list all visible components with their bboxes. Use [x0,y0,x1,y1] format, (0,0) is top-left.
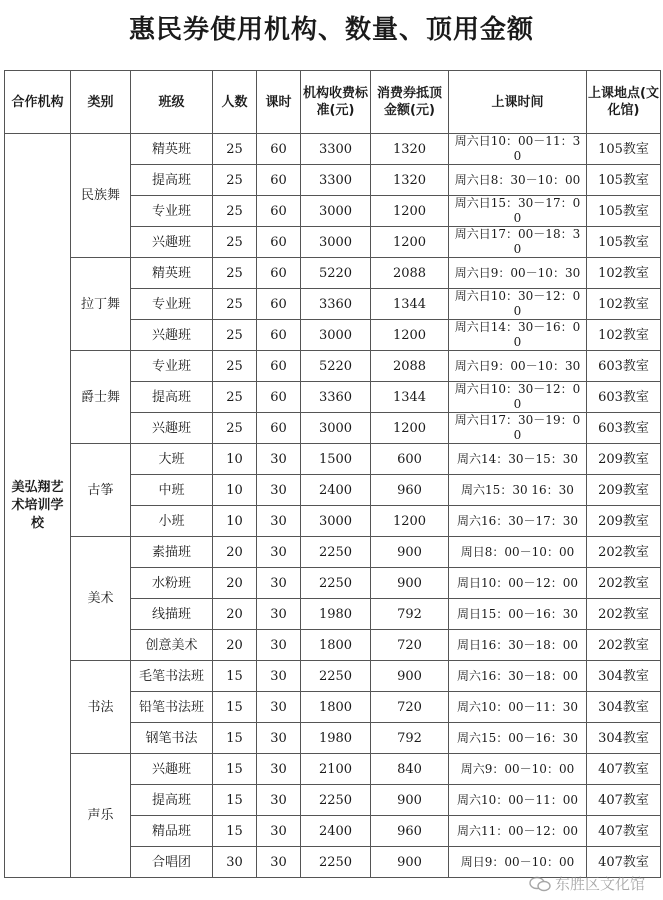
place-cell: 102教室 [587,289,661,320]
fee-cell: 3000 [301,196,371,227]
hours-cell: 30 [257,661,301,692]
class-name-cell: 专业班 [131,196,213,227]
column-header: 类别 [71,71,131,134]
voucher-cell: 900 [371,537,449,568]
hours-cell: 60 [257,258,301,289]
people-cell: 25 [213,196,257,227]
class-name-cell: 精英班 [131,258,213,289]
place-cell: 105教室 [587,196,661,227]
fee-cell: 3000 [301,320,371,351]
wechat-icon [529,876,551,892]
place-cell: 202教室 [587,568,661,599]
voucher-cell: 792 [371,723,449,754]
time-cell: 周六日9：00－10：30 [449,258,587,289]
people-cell: 20 [213,630,257,661]
fee-cell: 5220 [301,258,371,289]
voucher-cell: 720 [371,692,449,723]
people-cell: 25 [213,258,257,289]
hours-cell: 60 [257,165,301,196]
place-cell: 407教室 [587,754,661,785]
place-cell: 105教室 [587,165,661,196]
fee-cell: 2250 [301,785,371,816]
people-cell: 15 [213,661,257,692]
people-cell: 25 [213,227,257,258]
place-cell: 209教室 [587,475,661,506]
class-name-cell: 钢笔书法 [131,723,213,754]
class-name-cell: 兴趣班 [131,320,213,351]
category-cell: 书法 [71,661,131,754]
voucher-cell: 1344 [371,289,449,320]
hours-cell: 30 [257,847,301,878]
people-cell: 25 [213,382,257,413]
place-cell: 202教室 [587,537,661,568]
people-cell: 10 [213,444,257,475]
fee-cell: 3360 [301,289,371,320]
voucher-cell: 792 [371,599,449,630]
place-cell: 105教室 [587,134,661,165]
voucher-cell: 2088 [371,258,449,289]
fee-cell: 3000 [301,413,371,444]
voucher-table [4,70,661,878]
hours-cell: 30 [257,785,301,816]
header-row [5,71,661,134]
fee-cell: 3360 [301,382,371,413]
people-cell: 15 [213,692,257,723]
fee-cell: 2250 [301,661,371,692]
hours-cell: 60 [257,289,301,320]
hours-cell: 30 [257,506,301,537]
people-cell: 25 [213,165,257,196]
voucher-cell: 1200 [371,413,449,444]
voucher-cell: 1320 [371,134,449,165]
fee-cell: 2400 [301,475,371,506]
table-row [5,134,661,165]
hours-cell: 30 [257,630,301,661]
hours-cell: 30 [257,692,301,723]
voucher-cell: 720 [371,630,449,661]
hours-cell: 60 [257,196,301,227]
voucher-cell: 900 [371,847,449,878]
class-name-cell: 大班 [131,444,213,475]
category-cell: 拉丁舞 [71,258,131,351]
class-name-cell: 毛笔书法班 [131,661,213,692]
time-cell: 周六16：30－17：30 [449,506,587,537]
column-header: 上课地点(文化馆) [587,71,661,134]
fee-cell: 2400 [301,816,371,847]
class-name-cell: 兴趣班 [131,413,213,444]
column-header: 消费券抵顶金额(元) [371,71,449,134]
class-name-cell: 精品班 [131,816,213,847]
institution-cell: 美弘翔艺术培训学校 [5,134,71,878]
voucher-cell: 1344 [371,382,449,413]
place-cell: 102教室 [587,258,661,289]
place-cell: 105教室 [587,227,661,258]
people-cell: 15 [213,723,257,754]
time-cell: 周六15：30 16：30 [449,475,587,506]
time-cell: 周六14：30－15：30 [449,444,587,475]
people-cell: 10 [213,475,257,506]
hours-cell: 30 [257,723,301,754]
fee-cell: 1800 [301,692,371,723]
people-cell: 20 [213,599,257,630]
hours-cell: 30 [257,537,301,568]
hours-cell: 60 [257,320,301,351]
people-cell: 15 [213,785,257,816]
voucher-cell: 960 [371,816,449,847]
table-body [5,134,661,878]
table-row [5,351,661,382]
watermark-text: 东胜区文化馆 [554,875,645,893]
people-cell: 25 [213,320,257,351]
place-cell: 304教室 [587,723,661,754]
hours-cell: 30 [257,754,301,785]
watermark [529,873,645,894]
people-cell: 25 [213,413,257,444]
class-name-cell: 线描班 [131,599,213,630]
hours-cell: 60 [257,382,301,413]
time-cell: 周六日17：30－19：00 [449,413,587,444]
time-cell: 周六日8：30－10：00 [449,165,587,196]
class-name-cell: 提高班 [131,165,213,196]
voucher-cell: 900 [371,785,449,816]
voucher-cell: 840 [371,754,449,785]
column-header: 上课时间 [449,71,587,134]
hours-cell: 30 [257,816,301,847]
hours-cell: 30 [257,568,301,599]
place-cell: 407教室 [587,785,661,816]
people-cell: 20 [213,568,257,599]
category-cell: 声乐 [71,754,131,878]
hours-cell: 30 [257,475,301,506]
class-name-cell: 提高班 [131,382,213,413]
fee-cell: 2100 [301,754,371,785]
people-cell: 15 [213,816,257,847]
time-cell: 周六9：00－10：00 [449,754,587,785]
voucher-cell: 2088 [371,351,449,382]
fee-cell: 1980 [301,599,371,630]
time-cell: 周六10：00－11：00 [449,785,587,816]
place-cell: 209教室 [587,444,661,475]
people-cell: 20 [213,537,257,568]
hours-cell: 60 [257,227,301,258]
table-row [5,661,661,692]
time-cell: 周六日14：30－16：00 [449,320,587,351]
place-cell: 209教室 [587,506,661,537]
people-cell: 25 [213,351,257,382]
voucher-cell: 1200 [371,320,449,351]
people-cell: 30 [213,847,257,878]
class-name-cell: 专业班 [131,351,213,382]
place-cell: 603教室 [587,351,661,382]
voucher-cell: 960 [371,475,449,506]
time-cell: 周日15：00－16：30 [449,599,587,630]
time-cell: 周六日9：00－10：30 [449,351,587,382]
time-cell: 周日9：00－10：00 [449,847,587,878]
voucher-cell: 900 [371,568,449,599]
table-row [5,258,661,289]
fee-cell: 5220 [301,351,371,382]
class-name-cell: 铅笔书法班 [131,692,213,723]
class-name-cell: 提高班 [131,785,213,816]
voucher-cell: 900 [371,661,449,692]
place-cell: 202教室 [587,599,661,630]
time-cell: 周六16：30－18：00 [449,661,587,692]
class-name-cell: 小班 [131,506,213,537]
class-name-cell: 创意美术 [131,630,213,661]
column-header: 课时 [257,71,301,134]
fee-cell: 2250 [301,537,371,568]
table-row [5,754,661,785]
class-name-cell: 兴趣班 [131,227,213,258]
category-cell: 民族舞 [71,134,131,258]
column-header: 班级 [131,71,213,134]
time-cell: 周六11：00－12：00 [449,816,587,847]
people-cell: 15 [213,754,257,785]
place-cell: 603教室 [587,382,661,413]
table-header [5,71,661,134]
class-name-cell: 中班 [131,475,213,506]
voucher-cell: 1320 [371,165,449,196]
column-header: 机构收费标准(元) [301,71,371,134]
fee-cell: 3300 [301,134,371,165]
place-cell: 304教室 [587,692,661,723]
voucher-cell: 1200 [371,506,449,537]
page-title: 惠民券使用机构、数量、顶用金额 [128,15,534,45]
fee-cell: 1800 [301,630,371,661]
column-header: 人数 [213,71,257,134]
place-cell: 407教室 [587,816,661,847]
fee-cell: 3300 [301,165,371,196]
fee-cell: 1500 [301,444,371,475]
place-cell: 202教室 [587,630,661,661]
hours-cell: 30 [257,444,301,475]
class-name-cell: 专业班 [131,289,213,320]
hours-cell: 60 [257,134,301,165]
people-cell: 25 [213,134,257,165]
category-cell: 古筝 [71,444,131,537]
class-name-cell: 兴趣班 [131,754,213,785]
time-cell: 周日16：30－18：00 [449,630,587,661]
voucher-cell: 1200 [371,227,449,258]
column-header: 合作机构 [5,71,71,134]
hours-cell: 30 [257,599,301,630]
time-cell: 周六日10：00－11：30 [449,134,587,165]
fee-cell: 3000 [301,506,371,537]
voucher-cell: 1200 [371,196,449,227]
hours-cell: 60 [257,413,301,444]
time-cell: 周六日17：00－18：30 [449,227,587,258]
people-cell: 25 [213,289,257,320]
fee-cell: 2250 [301,847,371,878]
voucher-cell: 600 [371,444,449,475]
place-cell: 603教室 [587,413,661,444]
class-name-cell: 素描班 [131,537,213,568]
place-cell: 304教室 [587,661,661,692]
place-cell: 102教室 [587,320,661,351]
table-row [5,537,661,568]
time-cell: 周日10：00－12：00 [449,568,587,599]
class-name-cell: 合唱团 [131,847,213,878]
table-row [5,444,661,475]
time-cell: 周六10：00－11：30 [449,692,587,723]
category-cell: 美术 [71,537,131,661]
place-cell: 407教室 [587,847,661,878]
fee-cell: 1980 [301,723,371,754]
time-cell: 周六日10：30－12：00 [449,382,587,413]
time-cell: 周六日15：30－17：00 [449,196,587,227]
fee-cell: 2250 [301,568,371,599]
time-cell: 周六15：00－16：30 [449,723,587,754]
class-name-cell: 水粉班 [131,568,213,599]
time-cell: 周六日10：30－12：00 [449,289,587,320]
people-cell: 10 [213,506,257,537]
category-cell: 爵士舞 [71,351,131,444]
class-name-cell: 精英班 [131,134,213,165]
hours-cell: 60 [257,351,301,382]
time-cell: 周日8：00－10：00 [449,537,587,568]
fee-cell: 3000 [301,227,371,258]
